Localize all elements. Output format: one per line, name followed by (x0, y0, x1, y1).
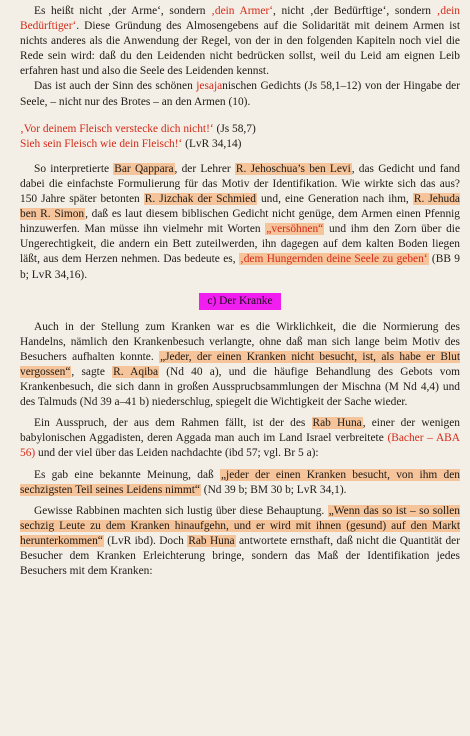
text: . Diese Gründung des Almosengebens auf die Solidarität mit deinem Armen ist nichts anderes als die Anwendung der Regel, von der in den folgenden Kapiteln noch viel die Rede sein wird: daß du den Leidenden nicht bedrücken sollst, weil du Leid am eignen Leib erfahren hast und also die Seele des Leidenden kennst. (20, 20, 460, 78)
highlight: „versöhnen“ (266, 223, 324, 236)
highlight: R. Jehuda ben R. Simon (20, 193, 460, 221)
highlight: Bar Qappara (114, 162, 174, 175)
text: Das ist auch der Sinn des schönen (34, 80, 197, 93)
highlight: R. Aqiba (113, 365, 159, 378)
red-phrase: (Bacher – ABA 56) (20, 432, 461, 460)
highlight: R. Jizchak der Schmied (144, 193, 256, 206)
red-phrase: jesaja (196, 80, 223, 93)
paragraph-rab-huna: Ein Ausspruch, der aus dem Rahmen fällt, ist der des Rab Huna, einer der wenigen babylonischen Aggadisten, deren Aggada man auch im Land Israel verbreitete (Bacher – ABA 56) und der viel über das Leiden nachdachte (ibd 57; vgl. Br 5 a): (20, 417, 461, 460)
paragraph-solidarity (20, 4, 460, 79)
text: nischen Gedichts (Js 58,1–12) von der Hingabe der Seele, – nicht nur des Brotes – an den Armen (10). (20, 80, 460, 108)
quote-line: Sieh sein Fleisch wie dein Fleisch!‘ (LvR 34,14) (20, 137, 242, 150)
text: Es heißt nicht ‚der Arme‘, sondern (34, 5, 212, 17)
highlight: R. Jehoschua’s ben Levi (235, 162, 351, 175)
paragraph-jesaja (20, 79, 460, 109)
section-heading-wrap (20, 293, 460, 310)
highlight: „jeder der einen Kranken besucht, von ihm den sechzigsten Teil seines Leidens nimmt“ (20, 468, 460, 496)
block-quote (20, 122, 460, 152)
red-phrase: ‚dein Armer‘ (211, 5, 274, 17)
quote-line: ‚Vor deinem Fleisch verstecke dich nicht!‘ (Js 58,7) (20, 122, 256, 135)
paragraph-rabbinen: Gewisse Rabbinen machten sich lustig über diese Behauptung. „Wenn das so ist – so sollen sechzig Leute zu dem Kranken hinaufgehn, und er wird mit ihnen (gesund) auf den Markt herunterkommen“ (LvR ibd). Doch Rab Huna antwortete ernsthaft, daß nicht die Quantität der Besucher dem Kranken Erleichterung bringe, sondern das Maß der Identifikation jedes Besuchers mit dem Kranken: (20, 504, 460, 578)
highlight: „Jeder, der einen Kranken nicht besucht, ist, als habe er Blut vergossen“ (20, 350, 460, 378)
highlight: Rab Huna (188, 534, 235, 547)
paragraph-meinung: Es gab eine bekannte Meinung, daß „jeder der einen Kranken besucht, von ihm den sechzigsten Teil seines Leidens nimmt“ (Nd 39 b; BM 30 b; LvR 34,1). (20, 468, 460, 496)
highlight: ‚dem Hungernden deine Seele zu geben‘ (239, 253, 428, 266)
highlight: Rab Huna (312, 417, 362, 430)
paragraph-krankenbesuch: Auch in der Stellung zum Kranken war es die Wirklichkeit, die die Normierung des Handelns, nämlich den Krankenbesuch verlangte, ohne daß man sich lange beim Motiv des Besuchers aufhalten konnte. „Jeder, der einen Kranken nicht besucht, ist, als habe er Blut vergossen“, sagte R. Aqiba (Nd 40 a), und die häufige Behandlung des Gebots vom Krankenbesuch, die sich dann in großen Aussprucbsammlungen der Mischna (M Nd 4,4) und des Talmuds (Nd 39 a–41 b) niederschlug, spiegelt die Wichtigkeit der Sache wieder. (20, 320, 460, 409)
highlight: „Wenn das so ist – so sollen sechzig Leute zu dem Kranken hinaufgehn, und er wird mit ihnen (gesund) auf den Markt herunterkommen“ (20, 504, 460, 547)
paragraph-bar-qappara: So interpretierte Bar Qappara, der Lehrer R. Jehoschua’s ben Levi, das Gedicht und fand dabei die einfachste Formulierung für das Motiv der Identifikation. Wie wirkte sich das aus? 150 Jahre später betonten R. Jizchak der Schmied und, eine Generation nach ihm, R. Jehuda ben R. Simon, daß es laut diesem biblischen Gedicht nicht genüge, dem Armen einen Pfennig hinzuwerfen. Man müsse ihn vielmehr mit Worten „versöhnen“ und ihm den Zorn über die Ungerechtigkeit, die andern ein Bett zuteilwerden, ihn dagegen auf dem kalten Boden liegen läßt, aus dem Herzen nehmen. Das bedeute es, ‚dem Hungernden deine Seele zu geben‘ (BB 9 b; LvR 34,16). (20, 162, 461, 281)
red-phrase: ‚dein Bedürftiger‘ (20, 5, 460, 33)
section-heading: c) Der Kranke (199, 293, 280, 310)
text: , nicht ‚der Bedürftige‘, sondern (273, 5, 437, 17)
